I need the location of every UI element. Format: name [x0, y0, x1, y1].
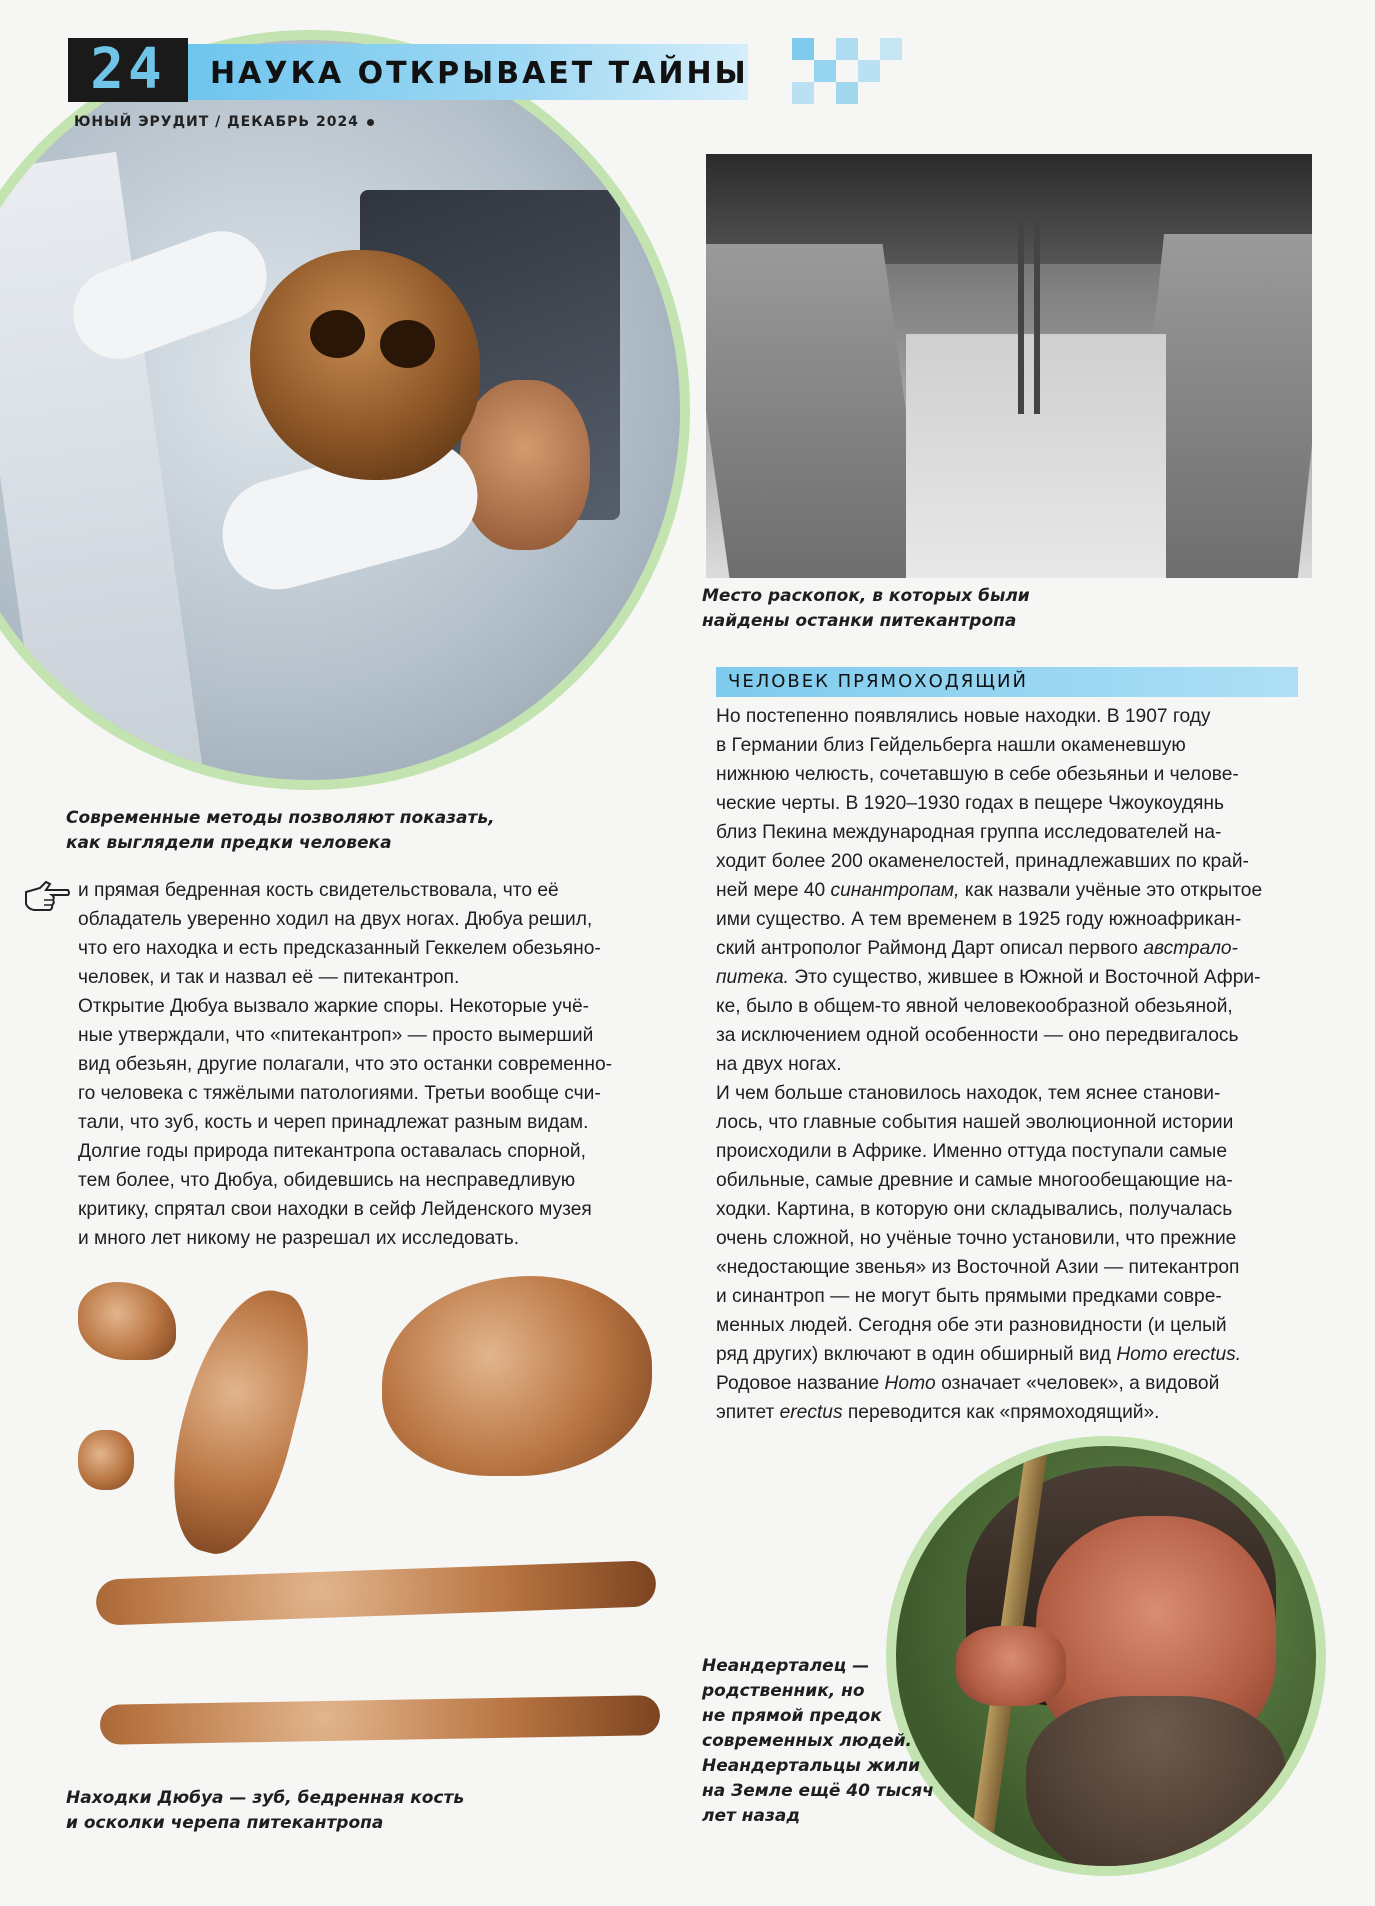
- text-line: и синантроп — не могут быть прямыми предками совре-: [716, 1286, 1222, 1307]
- text-span: ряд других) включают в один обширный вид: [716, 1344, 1117, 1365]
- text-line: «недостающие звенья» из Восточной Азии — питекантроп: [716, 1257, 1240, 1278]
- skull-cap: [382, 1276, 652, 1476]
- left-column-text: [78, 876, 678, 1253]
- text-line: происходили в Африке. Именно оттуда поступали самые: [716, 1141, 1228, 1162]
- text-line: менных людей. Сегодня обе эти разновидности (и целый: [716, 1315, 1227, 1336]
- text-span: ский антрополог Раймонд Дарт описал первого: [716, 938, 1144, 959]
- text-line: ходки. Картина, в которую они складывались, получалась: [716, 1199, 1233, 1220]
- text-line: ходит более 200 окаменелостей, принадлежавших по край-: [716, 851, 1249, 872]
- text-span: эпитет: [716, 1402, 780, 1423]
- caption-line: как выглядели предки человека: [66, 833, 392, 853]
- caption-excavation-photo: [702, 584, 1030, 634]
- skull-eye-right: [380, 320, 435, 368]
- right-column-text: [716, 702, 1316, 1427]
- skull-eye-left: [310, 310, 365, 358]
- caption-neanderthal-photo: [702, 1654, 934, 1829]
- text-line: обильные, самые древние и самые многообещающие на-: [716, 1170, 1233, 1191]
- caption-line: и осколки черепа питекантропа: [66, 1813, 384, 1833]
- pixel-decoration: [792, 38, 902, 104]
- caption-line: современных людей.: [702, 1731, 912, 1751]
- subheading: ЧЕЛОВЕК ПРЯМОХОДЯЩИЙ: [728, 671, 1028, 692]
- text-line: ные утверждали, что «питекантроп» — просто вымерший: [78, 1025, 594, 1046]
- excavation-photo: [706, 154, 1312, 578]
- caption-line: лет назад: [702, 1806, 801, 1826]
- text-line: [716, 876, 1316, 905]
- caption-bones-photo: [66, 1786, 464, 1836]
- text-line: очень сложной, но учёные точно установили, что прежние: [716, 1228, 1237, 1249]
- text-line: И чем больше становилось находок, тем яснее станови-: [716, 1083, 1221, 1104]
- term-homo-erectus: Homo erectus.: [1116, 1344, 1242, 1365]
- text-line: на двух ногах.: [716, 1054, 842, 1075]
- pointing-hand-icon: [22, 878, 72, 918]
- text-line: ке, было в общем-то явной человекообразной обезьяной,: [716, 996, 1233, 1017]
- caption-line: Современные методы позволяют показать,: [66, 808, 495, 828]
- caption-line: Находки Дюбуа — зуб, бедренная кость: [66, 1788, 465, 1808]
- neanderthal-hand: [956, 1626, 1066, 1706]
- skull-fragment: [153, 1277, 325, 1566]
- section-title: НАУКА ОТКРЫВАЕТ ТАЙНЫ: [210, 56, 749, 91]
- page-number: 24: [68, 38, 188, 102]
- text-line: в Германии близ Гейдельберга нашли окаменевшую: [716, 735, 1186, 756]
- text-line: го человека с тяжёлыми патологиями. Третьи вообще счи-: [78, 1083, 601, 1104]
- reconstruction-face: [460, 380, 590, 550]
- femur-lower: [100, 1695, 661, 1745]
- text-line: критику, спрятал свои находки в сейф Лейденского музея: [78, 1199, 592, 1220]
- ladder: [1034, 214, 1040, 414]
- issue-line: [74, 114, 374, 130]
- text-line: тали, что зуб, кость и череп принадлежат разным видам.: [78, 1112, 589, 1133]
- text-span: как назвали учёные это открытое: [959, 880, 1263, 901]
- caption-skull-photo: [66, 806, 495, 856]
- text-line: что его находка и есть предсказанный Геккелем обезьяно-: [78, 938, 601, 959]
- text-span: переводится как «прямоходящий».: [842, 1402, 1160, 1423]
- text-line: и прямая бедренная кость свидетельствовала, что её: [78, 880, 559, 901]
- caption-line: найдены останки питекантропа: [702, 611, 1017, 631]
- text-span: Родовое название: [716, 1373, 885, 1394]
- caption-line: не прямой предок: [702, 1706, 882, 1726]
- neanderthal-photo: [886, 1436, 1326, 1876]
- text-line: и много лет никому не разрешал их исследовать.: [78, 1228, 520, 1249]
- term-sinanthropus: синантропам,: [830, 880, 960, 901]
- caption-line: Неандерталец —: [702, 1656, 870, 1676]
- text-line: за исключением одной особенности — оно передвигалось: [716, 1025, 1239, 1046]
- issue-text: ЮНЫЙ ЭРУДИТ / ДЕКАБРЬ 2024: [74, 114, 359, 130]
- caption-line: родственник, но: [702, 1681, 865, 1701]
- text-line: тем более, что Дюбуа, обидевшись на несправедливую: [78, 1170, 576, 1191]
- text-line: [716, 1398, 1316, 1427]
- caption-line: на Земле ещё 40 тысяч: [702, 1781, 934, 1801]
- term-australopithecus: австрало-: [1143, 938, 1238, 959]
- skull-photo: [0, 30, 690, 790]
- text-line: ими существо. А тем временем в 1925 году южноафрикан-: [716, 909, 1242, 930]
- text-line: нижнюю челюсть, сочетавшую в себе обезьяньи и челове-: [716, 764, 1239, 785]
- term-homo: Homo: [884, 1373, 936, 1394]
- bullet-icon: [367, 119, 374, 126]
- text-line: вид обезьян, другие полагали, что это останки современно-: [78, 1054, 613, 1075]
- tooth: [78, 1282, 176, 1360]
- caption-line: Неандертальцы жили: [702, 1756, 921, 1776]
- text-line: человек, и так и назвал её — питекантроп.: [78, 967, 460, 988]
- text-line: [716, 1369, 1316, 1398]
- text-line: [716, 963, 1316, 992]
- text-line: обладатель уверенно ходил на двух ногах. Дюбуа решил,: [78, 909, 593, 930]
- text-line: Открытие Дюбуа вызвало жаркие споры. Некоторые учё-: [78, 996, 590, 1017]
- femur-upper: [95, 1560, 656, 1626]
- text-span: означает «человек», а видовой: [935, 1373, 1220, 1394]
- text-line: ческие черты. В 1920–1930 годах в пещере Чжоукоудянь: [716, 793, 1225, 814]
- neanderthal-beard: [1026, 1696, 1286, 1876]
- text-span: ней мере 40: [716, 880, 831, 901]
- bones-illustration: [60, 1270, 680, 1790]
- excavation-wall-left: [706, 244, 929, 578]
- caption-line: Место раскопок, в которых были: [702, 586, 1030, 606]
- text-line: лось, что главные события нашей эволюционной истории: [716, 1112, 1234, 1133]
- text-line: [716, 1340, 1316, 1369]
- term-australopithecus-end: питека.: [716, 967, 789, 988]
- text-line: близ Пекина международная группа исследователей на-: [716, 822, 1222, 843]
- term-erectus: erectus: [779, 1402, 843, 1423]
- ladder: [1018, 214, 1024, 414]
- text-span: Это существо, жившее в Южной и Восточной Афри-: [788, 967, 1261, 988]
- tooth-small: [78, 1430, 134, 1490]
- text-line: [716, 934, 1316, 963]
- text-line: Но постепенно появлялись новые находки. В 1907 году: [716, 706, 1211, 727]
- text-line: Долгие годы природа питекантропа оставалась спорной,: [78, 1141, 586, 1162]
- skull: [250, 250, 480, 480]
